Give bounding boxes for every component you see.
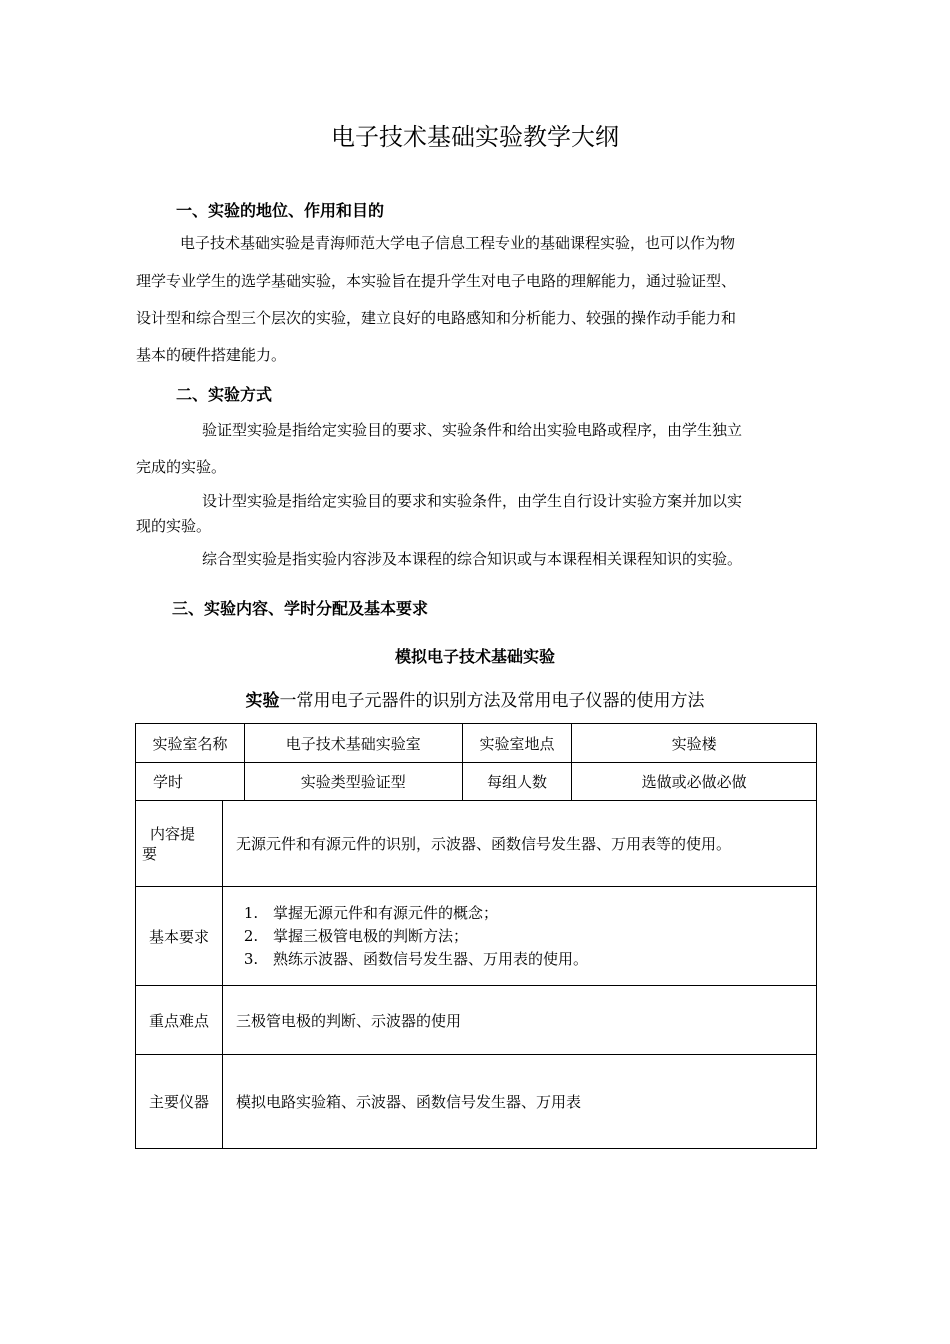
experiment-title [0, 686, 950, 711]
table-row [136, 986, 817, 1055]
main-instruments-label: 主要仪器 [136, 1055, 223, 1149]
section2-p1-line-1: 验证型实验是指给定实验目的要求、实验条件和给出实验电路或程序，由学生独立 [202, 421, 743, 439]
section2-p2-line-1: 设计型实验是指给定实验目的要求和实验条件，由学生自行设计实验方案并加以实 [202, 492, 743, 510]
table-row [136, 887, 817, 986]
content-summary-text: 无源元件和有源元件的识别，示波器、函数信号发生器、万用表等的使用。 [222, 801, 816, 887]
basic-requirements-cell [222, 887, 816, 986]
experiment-title-bold: 实验 [245, 691, 280, 711]
required-or-optional: 选做或必做必做 [572, 763, 817, 801]
table-row [136, 801, 817, 887]
section2-p1-line-2: 完成的实验。 [136, 458, 227, 476]
hours-label: 学时 [136, 763, 245, 801]
lab-location-value: 实验楼 [572, 724, 817, 763]
experiment-type: 实验类型验证型 [244, 763, 462, 801]
table-row [136, 724, 817, 763]
section1-line-3: 设计型和综合型三个层次的实验，建立良好的电路感知和分析能力、较强的操作动手能力和 [136, 309, 737, 327]
requirements-list [235, 902, 816, 971]
list-item: 3. 熟练示波器、函数信号发生器、万用表的使用。 [263, 948, 816, 971]
section1-line-4: 基本的硬件搭建能力。 [136, 346, 287, 364]
section2-heading: 二、实验方式 [176, 385, 273, 404]
experiment-info-table [135, 723, 817, 1149]
key-points-text: 三极管电极的判断、示波器的使用 [222, 986, 816, 1055]
table-row [136, 763, 817, 801]
section3-heading: 三、实验内容、学时分配及基本要求 [172, 599, 429, 618]
table-row [136, 1055, 817, 1149]
main-instruments-text: 模拟电路实验箱、示波器、函数信号发生器、万用表 [222, 1055, 816, 1149]
lab-location-label: 实验室地点 [462, 724, 572, 763]
experiment-title-rest: 一常用电子元器件的识别方法及常用电子仪器的使用方法 [279, 691, 705, 711]
module-subtitle: 模拟电子技术基础实验 [394, 647, 555, 666]
key-points-label: 重点难点 [136, 986, 223, 1055]
list-item: 1. 掌握无源元件和有源元件的概念； [263, 902, 816, 925]
basic-requirements-label: 基本要求 [136, 887, 223, 986]
group-size-label: 每组人数 [462, 763, 572, 801]
lab-name-label: 实验室名称 [136, 724, 245, 763]
list-item: 2. 掌握三极管电极的判断方法； [263, 925, 816, 948]
document-title: 电子技术基础实验教学大纲 [331, 123, 619, 151]
section1-heading: 一、实验的地位、作用和目的 [176, 201, 385, 220]
section2-p3: 综合型实验是指实验内容涉及本课程的综合知识或与本课程相关课程知识的实验。 [202, 550, 743, 568]
section2-p2-line-2: 现的实验。 [136, 517, 212, 535]
section1-line-1: 电子技术基础实验是青海师范大学电子信息工程专业的基础课程实验，也可以作为物 [180, 234, 736, 252]
content-summary-label: 内容提要 [136, 801, 223, 887]
section1-line-2: 理学专业学生的选学基础实验，本实验旨在提升学生对电子电路的理解能力，通过验证型、 [136, 272, 737, 290]
lab-name-value: 电子技术基础实验室 [244, 724, 462, 763]
